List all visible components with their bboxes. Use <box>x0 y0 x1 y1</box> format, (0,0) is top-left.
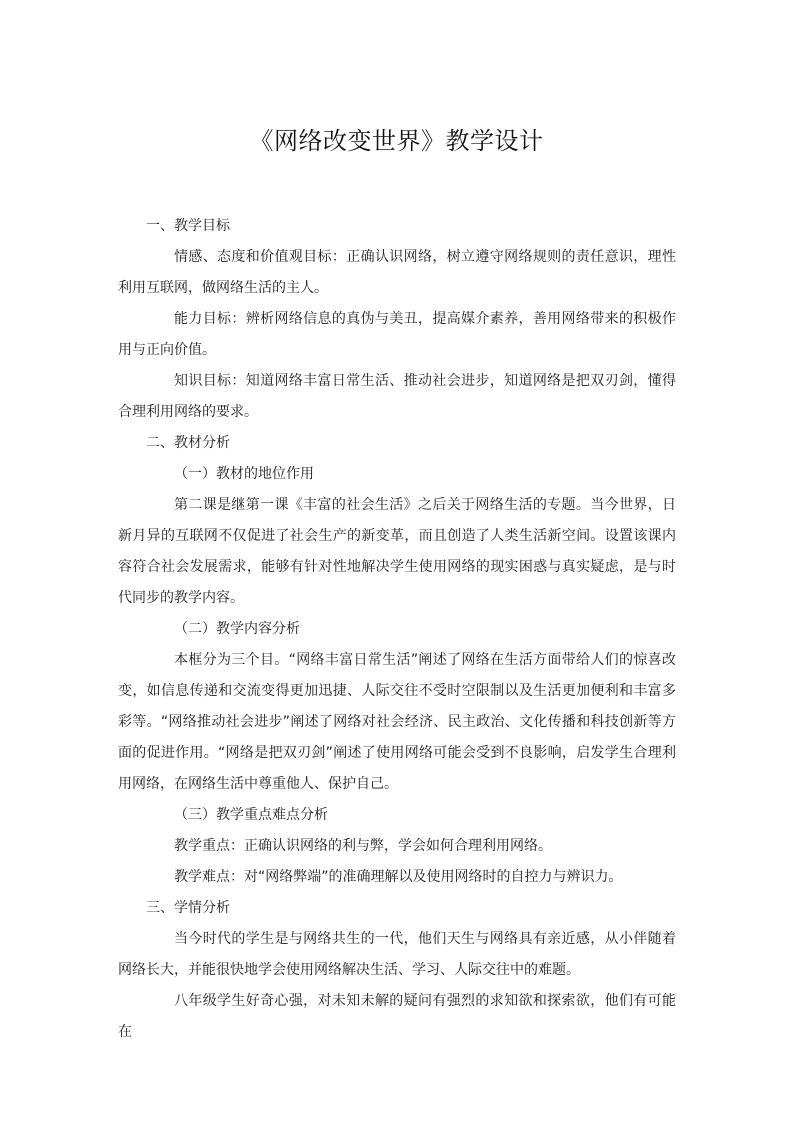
subheading-key-difficulty: （三）教学重点难点分析 <box>174 807 328 823</box>
section-heading-teaching-goals: 一、教学目标 <box>146 218 230 234</box>
paragraph-emotion-goal: 情感、态度和价值观目标：正确认识网络，树立遵守网络规则的责任意识，理性利用互联网，做网络生活的主人。 <box>118 249 676 296</box>
paragraph-learner-2: 八年级学生好奇心强，对未知未解的疑问有强烈的求知欲和探索欲，他们有可能在 <box>118 993 676 1040</box>
document-title: 《网络改变世界》教学设计 <box>249 127 544 155</box>
paragraph-ability-goal: 能力目标：辨析网络信息的真伪与美丑，提高媒介素养，善用网络带来的积极作用与正向价值。 <box>118 311 676 358</box>
document-body <box>118 211 676 1048</box>
paragraph-textbook-role: 第二课是继第一课《丰富的社会生活》之后关于网络生活的专题。当今世界，日新月异的互联网不仅促进了社会生产的新变革，而且创造了人类生活新空间。设置该课内容符合社会发展需求，能够有针对性地解决学生使用网络的现实困惑与真实疑虑，是与时代同步的教学内容。 <box>118 497 676 606</box>
subheading-content-analysis: （二）教学内容分析 <box>174 621 300 637</box>
paragraph-knowledge-goal: 知识目标：知道网络丰富日常生活、推动社会进步，知道网络是把双刃剑，懂得合理利用网络的要求。 <box>118 373 676 420</box>
section-heading-textbook-analysis: 二、教材分析 <box>146 435 230 451</box>
paragraph-difficulty: 教学难点：对“网络弊端”的准确理解以及使用网络时的自控力与辨识力。 <box>174 869 623 885</box>
subheading-textbook-role: （一）教材的地位作用 <box>174 466 314 482</box>
paragraph-content-analysis: 本框分为三个目。“网络丰富日常生活”阐述了网络在生活方面带给人们的惊喜改变，如信息传递和交流变得更加迅捷、人际交往不受时空限制以及生活更加便利和丰富多彩等。“网络推动社会进步”阐述了网络对社会经济、民主政治、文化传播和科技创新等方面的促进作用。“网络是把双刃剑”阐述了使用网络可能会受到不良影响，启发学生合理利用网络，在网络生活中尊重他人、保护自己。 <box>118 652 676 792</box>
paragraph-learner-1: 当今时代的学生是与网络共生的一代，他们天生与网络具有亲近感，从小伴随着网络长大，并能很快地学会使用网络解决生活、学习、人际交往中的难题。 <box>118 931 676 978</box>
section-heading-learner-analysis: 三、学情分析 <box>146 900 230 916</box>
paragraph-key-point: 教学重点：正确认识网络的利与弊，学会如何合理利用网络。 <box>174 838 552 854</box>
